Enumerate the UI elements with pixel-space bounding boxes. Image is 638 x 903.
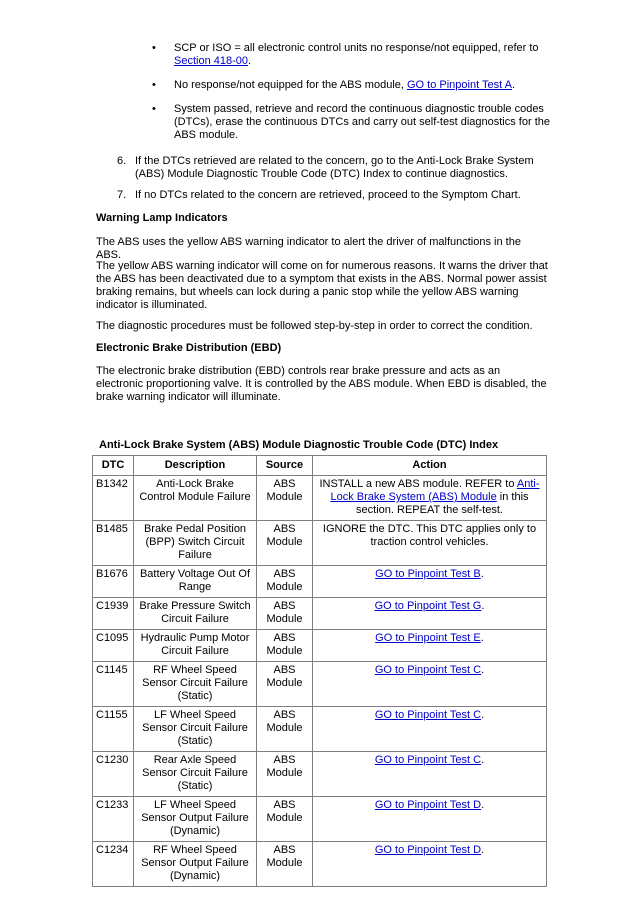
bullet-tail: . bbox=[248, 55, 252, 67]
source-cell: ABS Module bbox=[257, 752, 313, 797]
action-text-tail: . bbox=[481, 600, 485, 612]
table-row bbox=[93, 566, 547, 598]
table-row bbox=[93, 752, 547, 797]
action-text-tail: . bbox=[480, 568, 484, 580]
source-cell: ABS Module bbox=[257, 797, 313, 842]
action-text-tail: in this section. REPEAT the self-test. bbox=[356, 491, 529, 516]
source-cell: ABS Module bbox=[257, 662, 313, 707]
ebd-paragraph: The electronic brake distribution (EBD) controls rear brake pressure and acts as an electronic proportioning valve. It is controlled by the ABS module. When EBD is disabled, the brake warning indicator will illuminate. bbox=[96, 365, 547, 403]
table-row bbox=[93, 797, 547, 842]
action-cell bbox=[313, 521, 547, 566]
table-header-row bbox=[93, 456, 547, 476]
action-cell bbox=[313, 707, 547, 752]
description-cell: LF Wheel Speed Sensor Output Failure (Dynamic) bbox=[134, 797, 257, 842]
description-cell: RF Wheel Speed Sensor Circuit Failure (Static) bbox=[134, 662, 257, 707]
action-link[interactable]: GO to Pinpoint Test D bbox=[374, 844, 482, 856]
description-cell: Rear Axle Speed Sensor Circuit Failure (Static) bbox=[134, 752, 257, 797]
action-text-tail: . bbox=[481, 754, 485, 766]
dtc-code-cell: C1095 bbox=[93, 630, 134, 662]
action-text-tail: . bbox=[480, 632, 484, 644]
bullet-text: System passed, retrieve and record the continuous diagnostic trouble codes (DTCs), erase the continuous DTCs and carry out self-test diagnostics for the ABS module. bbox=[174, 103, 550, 141]
action-text-tail: . bbox=[481, 799, 485, 811]
warning-paragraph-2: The yellow ABS warning indicator will come on for numerous reasons. It warns the driver that the ABS has been deactivated due to a symptom that exists in the ABS. Normal power assist braking remains, but wheels can lock during a panic stop while the yellow ABS warning indicator is illuminated. bbox=[96, 260, 548, 311]
action-link[interactable]: GO to Pinpoint Test B bbox=[375, 568, 481, 580]
action-link[interactable]: GO to Pinpoint Test E bbox=[375, 632, 481, 644]
description-cell: Anti-Lock Brake Control Module Failure bbox=[134, 476, 257, 521]
table-row bbox=[93, 598, 547, 630]
action-link[interactable]: GO to Pinpoint Test G bbox=[374, 600, 482, 612]
table-row bbox=[93, 842, 547, 887]
warning-paragraph-1: The ABS uses the yellow ABS warning indicator to alert the driver of malfunctions in the ABS. bbox=[96, 236, 521, 261]
action-cell bbox=[313, 598, 547, 630]
action-text-tail: . bbox=[481, 844, 485, 856]
header-action: Action bbox=[313, 456, 547, 476]
ebd-heading: Electronic Brake Distribution (EBD) bbox=[96, 342, 282, 354]
dtc-code-cell: C1145 bbox=[93, 662, 134, 707]
dtc-code-cell: B1676 bbox=[93, 566, 134, 598]
table-title: Anti-Lock Brake System (ABS) Module Diagnostic Trouble Code (DTC) Index bbox=[99, 439, 499, 451]
bullet-list bbox=[152, 42, 552, 153]
action-cell bbox=[313, 566, 547, 598]
dtc-code-cell: C1939 bbox=[93, 598, 134, 630]
description-cell: RF Wheel Speed Sensor Output Failure (Dynamic) bbox=[134, 842, 257, 887]
bullet-item bbox=[152, 103, 552, 142]
action-cell bbox=[313, 630, 547, 662]
action-cell bbox=[313, 797, 547, 842]
source-cell: ABS Module bbox=[257, 521, 313, 566]
dtc-code-cell: C1155 bbox=[93, 707, 134, 752]
dtc-code-cell: C1233 bbox=[93, 797, 134, 842]
source-cell: ABS Module bbox=[257, 630, 313, 662]
bullet-item bbox=[152, 79, 552, 92]
numbered-item bbox=[117, 155, 557, 181]
description-cell: Brake Pedal Position (BPP) Switch Circuit Failure bbox=[134, 521, 257, 566]
source-cell: ABS Module bbox=[257, 476, 313, 521]
bullet-text: SCP or ISO = all electronic control units no response/not equipped, refer to bbox=[174, 42, 539, 54]
action-text: INSTALL a new ABS module. REFER to bbox=[319, 478, 517, 490]
action-link[interactable]: GO to Pinpoint Test C bbox=[374, 709, 482, 721]
table-row bbox=[93, 521, 547, 566]
header-source: Source bbox=[257, 456, 313, 476]
description-cell: Brake Pressure Switch Circuit Failure bbox=[134, 598, 257, 630]
numbered-item bbox=[117, 189, 557, 202]
table-row bbox=[93, 707, 547, 752]
action-cell bbox=[313, 842, 547, 887]
action-link[interactable]: GO to Pinpoint Test C bbox=[374, 664, 482, 676]
dtc-code-cell: C1230 bbox=[93, 752, 134, 797]
bullet-dot-icon: • bbox=[152, 79, 156, 91]
action-cell bbox=[313, 662, 547, 707]
table-row bbox=[93, 630, 547, 662]
source-cell: ABS Module bbox=[257, 707, 313, 752]
dtc-code-cell: B1342 bbox=[93, 476, 134, 521]
header-dtc: DTC bbox=[93, 456, 134, 476]
table-row bbox=[93, 662, 547, 707]
header-description: Description bbox=[134, 456, 257, 476]
bullet-dot-icon: • bbox=[152, 103, 156, 115]
description-cell: Hydraulic Pump Motor Circuit Failure bbox=[134, 630, 257, 662]
table-row bbox=[93, 476, 547, 521]
action-text-tail: . bbox=[481, 664, 485, 676]
bullet-item bbox=[152, 42, 552, 68]
action-cell bbox=[313, 752, 547, 797]
description-cell: Battery Voltage Out Of Range bbox=[134, 566, 257, 598]
section-418-link[interactable]: Section 418-00 bbox=[174, 55, 248, 67]
pinpoint-test-a-link[interactable]: GO to Pinpoint Test A bbox=[407, 79, 512, 91]
warning-paragraph-3: The diagnostic procedures must be followed step-by-step in order to correct the condition. bbox=[96, 320, 533, 332]
item-text: If no DTCs related to the concern are retrieved, proceed to the Symptom Chart. bbox=[135, 189, 521, 201]
action-link[interactable]: GO to Pinpoint Test D bbox=[374, 799, 482, 811]
bullet-text: No response/not equipped for the ABS module, bbox=[174, 79, 407, 91]
table-body bbox=[93, 476, 547, 887]
action-link[interactable]: GO to Pinpoint Test C bbox=[374, 754, 482, 766]
description-cell: LF Wheel Speed Sensor Circuit Failure (Static) bbox=[134, 707, 257, 752]
dtc-index-table bbox=[92, 455, 547, 887]
bullet-tail: . bbox=[511, 79, 516, 91]
action-text-tail: . bbox=[481, 709, 485, 721]
item-number: 7. bbox=[117, 189, 127, 201]
dtc-code-cell: C1234 bbox=[93, 842, 134, 887]
dtc-code-cell: B1485 bbox=[93, 521, 134, 566]
action-text: IGNORE the DTC. This DTC applies only to traction control vehicles. bbox=[322, 523, 537, 548]
item-text: If the DTCs retrieved are related to the concern, go to the Anti-Lock Brake System (ABS) Module Diagnostic Trouble Code (DTC) Index to continue diagnostics. bbox=[135, 155, 534, 180]
source-cell: ABS Module bbox=[257, 842, 313, 887]
bullet-dot-icon: • bbox=[152, 42, 156, 54]
action-link[interactable]: Anti-Lock Brake System (ABS) Module bbox=[330, 478, 540, 503]
action-cell bbox=[313, 476, 547, 521]
source-cell: ABS Module bbox=[257, 598, 313, 630]
warning-heading: Warning Lamp Indicators bbox=[96, 212, 228, 224]
source-cell: ABS Module bbox=[257, 566, 313, 598]
item-number: 6. bbox=[117, 155, 127, 167]
